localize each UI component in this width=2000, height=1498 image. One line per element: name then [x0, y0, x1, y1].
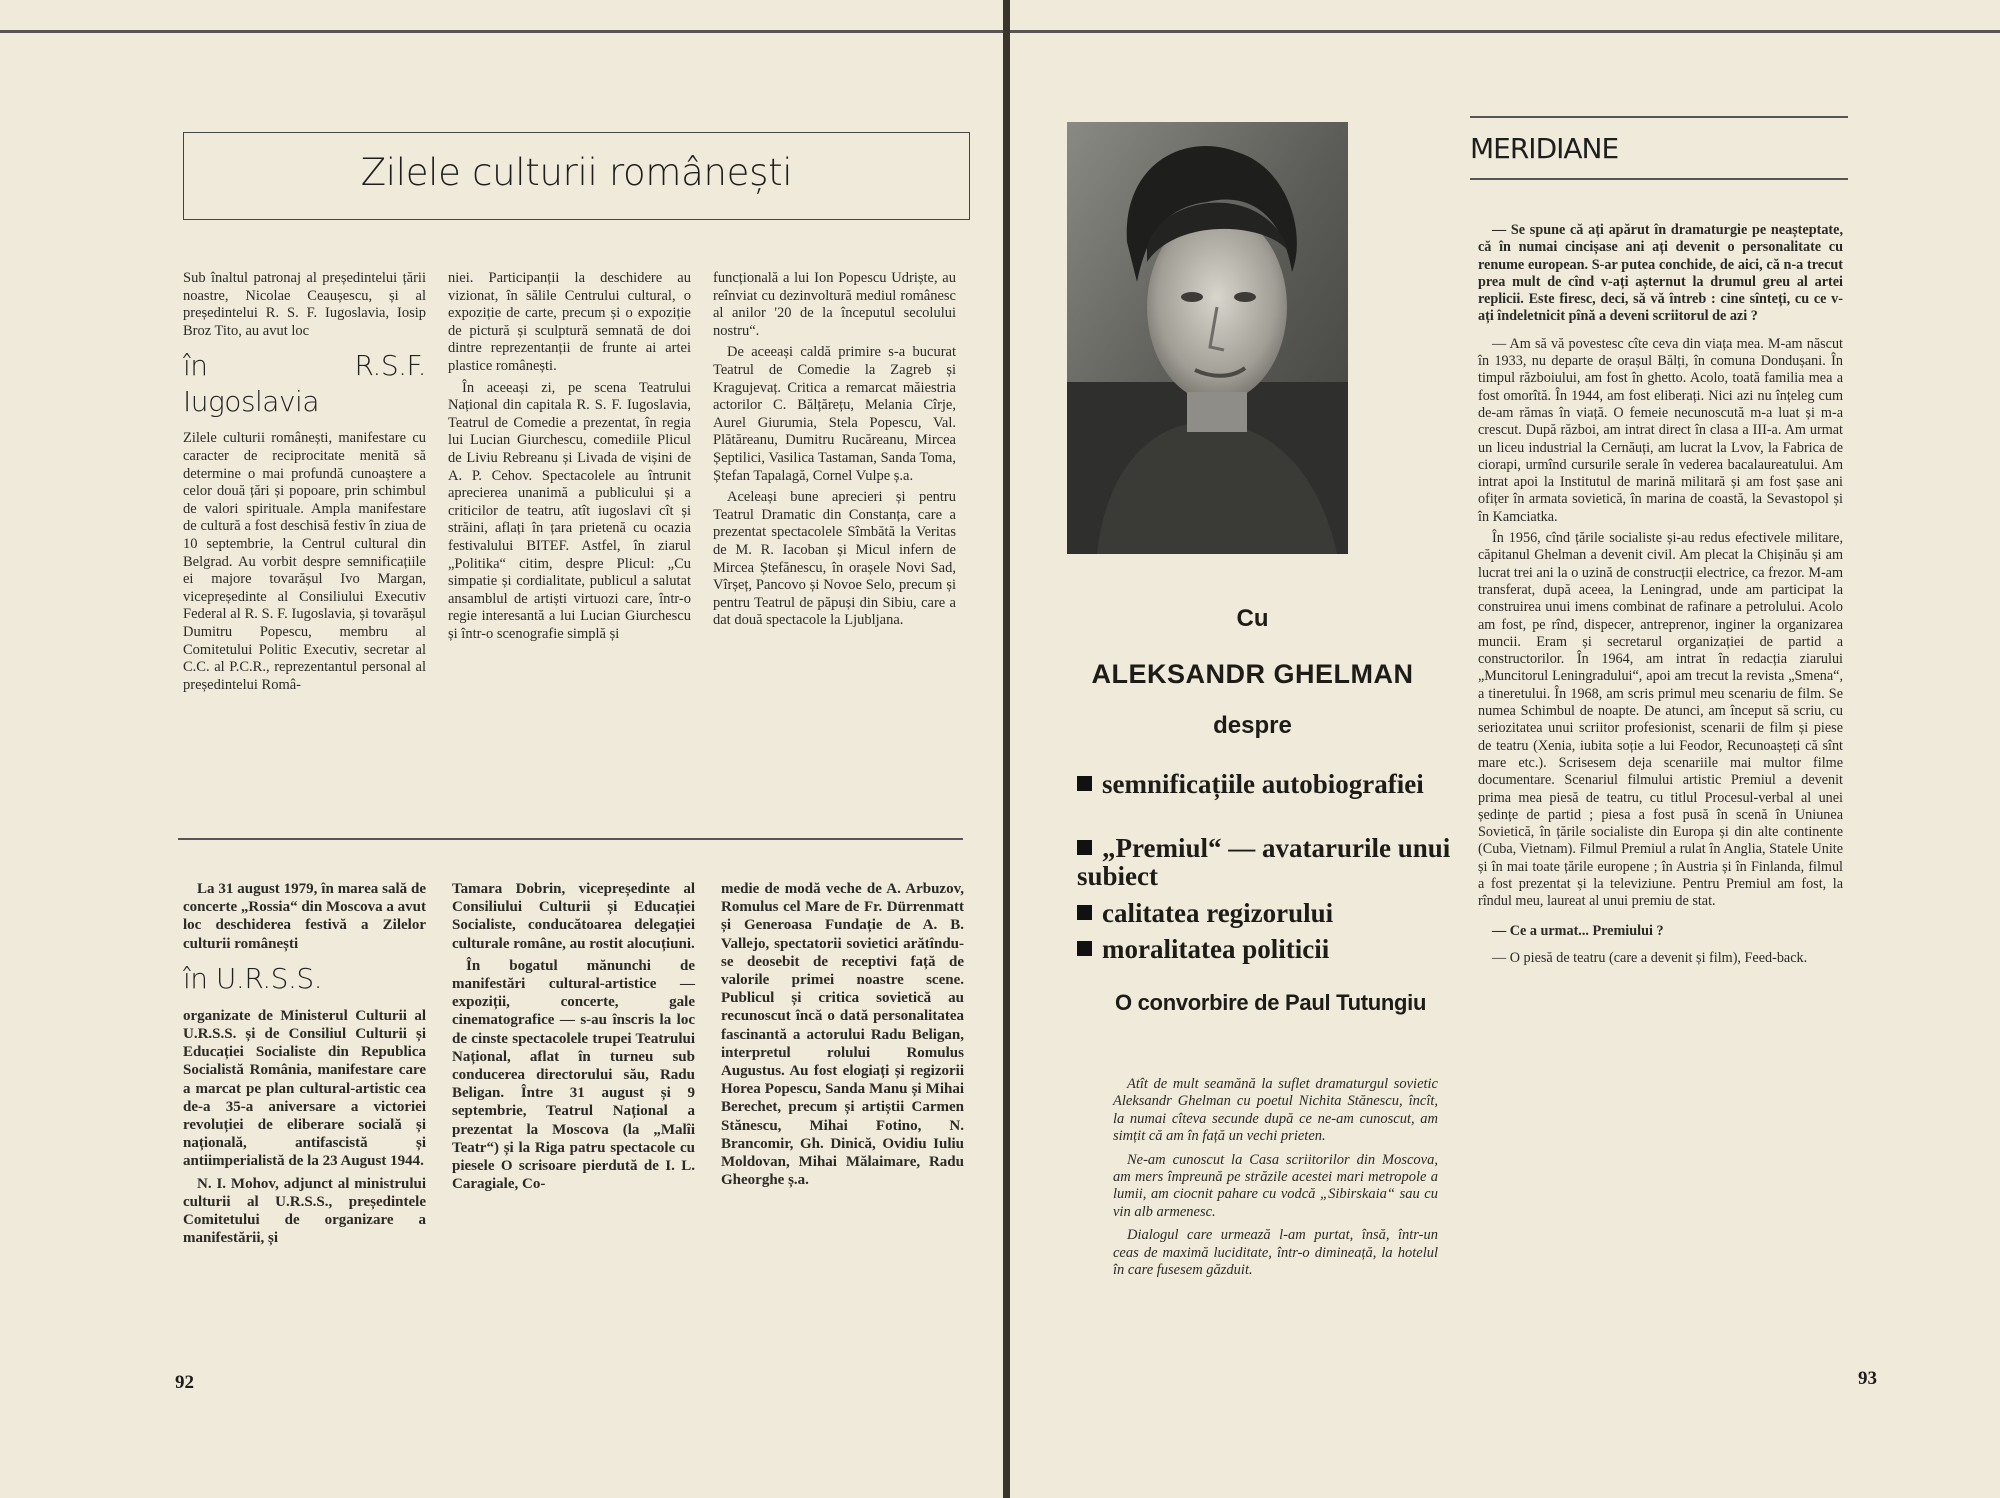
topic-text: calitatea regizorului: [1102, 898, 1334, 928]
question: — Se spune că ați apărut în dramaturgie pe neașteptate, că în numai cincișase ani ați devenit o personalitate cu renume european. S-ar putea conchide, de aici, că n-a trecut prea mult de cînd v-ați așternut la drumul greu al artei replicii. Este firesc, deci, să vă întreb : cine sînteți, cu ce v-ați îndeletnicit pînă a deveni scriitorul de azi ?: [1478, 222, 1843, 325]
paragraph: La 31 august 1979, în marea sală de concerte „Rossia“ din Moscova a avut loc deschiderea festivă a Zilelor culturii românești: [183, 881, 426, 952]
question: — Ce a urmat... Premiului ?: [1492, 922, 1664, 939]
square-bullet-icon: [1077, 941, 1092, 956]
topic-item: [1077, 899, 1487, 927]
paragraph: Tamara Dobrin, vicepreședinte al Consiliului Culturii și Educației Socialiste, conducătoarea delegației culturale române, au rostit alocuțiuni.: [452, 881, 695, 952]
interview-heading: [1075, 605, 1430, 740]
intro-paragraph: Atît de mult seamănă la suflet dramaturgul sovietic Aleksandr Ghelman cu poetul Nichita Stănescu, încît, la numai cîteva secunde după ce ne-am cunoscut, am simțit că am în față un vechi prieten.: [1113, 1076, 1438, 1145]
ro-ussr-column-3: [721, 880, 964, 1193]
byline: O convorbire de Paul Tutungiu: [1115, 990, 1427, 1015]
author-portrait-photo: [1067, 122, 1348, 554]
square-bullet-icon: [1077, 840, 1092, 855]
interviewee-name: ALEKSANDR GHELMAN: [1091, 659, 1414, 689]
topic-text: „Premiul“ — avatarurile unui subiect: [1077, 833, 1451, 891]
paragraph: Zilele culturii românești, manifestare cu caracter de reciprocitate menită să determine o mai profundă cunoaștere a celor două țări și popoare, prin schimbul de valori spirituale. Ampla manifestare de cultură a fost deschisă festiv în ziua de 10 septembrie, la Centrul cultural din Belgrad. Au vorbit despre semnificațiile ei majore tovarășul Ivo Margan, vicepreședinte al Consiliului Executiv Federal al R. S. F. Iugoslavia, și tovarășul Dumitru Popescu, membru al Comitetului Politic Executiv, secretar al C.C. al P.C.R., reprezentantul personal al președintelui Româ-: [183, 430, 426, 693]
paragraph: niei. Participanții la deschidere au vizionat, în sălile Centrului cultural, o expoziție de carte, precum și o expoziție de pictură și sculptură semnată de doi dintre reprezentanții de frunte ai artei plastice românești.: [448, 270, 691, 374]
intro-paragraph: Ne-am cunoscut la Casa scriitorilor din Moscova, am mers împreună pe străzile acestei mari metropole a lumii, am ciocnit pahare cu vodcă „Sibirskaia“ sau cu vin alb armenesc.: [1113, 1151, 1438, 1220]
ro-yu-column-1: [183, 270, 426, 698]
topic-item: [1077, 935, 1487, 963]
ro-yu-column-2: [448, 270, 691, 647]
intro-paragraph: Dialogul care urmează l-am purtat, însă, într-un ceas de maximă luciditate, într-o dimineață, la hotelul în care fusesem găzduit.: [1113, 1227, 1438, 1279]
portrait-image: [1067, 122, 1348, 554]
paragraph: medie de modă veche de A. Arbuzov, Romulus cel Mare de Fr. Dürrenmatt și Generoasa Fundație de A. B. Vallejo, spectatorii sovietici arătîndu-se deosebit de receptivi față de valorile primei noastre scene. Publicul și critica sovietică au recunoscut încă o dată personalitatea fascinantă a actorului Radu Beligan, interpretul rolului Romulus Augustus. Au fost elogiați și regizorii Horea Popescu, Sanda Manu și Mihai Berechet, precum și artiștii Carmen Stănescu, Mihai Fotino, N. Brancomir, Gh. Dinică, Ovidiu Iuliu Moldovan, Mihai Mălaimare, Radu Gheorghe ș.a.: [721, 881, 964, 1189]
page-number-right: 93: [1858, 1368, 1877, 1389]
answer-paragraph: — O piesă de teatru (care a devenit și film), Feed-back.: [1492, 949, 1808, 966]
book-gutter: [1003, 0, 1010, 1498]
answer-paragraph: — Am să vă povestesc cîte ceva din viața mea. M-am născut în 1933, nu departe de orașul Bălți, în comuna Dondușani. În timpul războiului, am fost în ghetto. Acolo, toată familia mea a fost omorîtă. În 1944, am fost eliberați. Nici azi nu înțeleg cum de-am rămas în viață. O femeie necunoscută m-a luat și m-a crescut. După război, am intrat direct în clasa a III-a. Am urmat un liceu industrial la Cernăuți, am lucrat la Lvov, la Fabrica de ciorapi, urmînd cursurile serale în vederea bacalaureatului. Am intrat apoi la Institutul de marină militară și am fost șase ani ofițer în armata sovietică, în marina de coastă, la Sevastopol și în Kamciatka.: [1478, 335, 1843, 525]
left-top-rule: [0, 30, 1003, 33]
paragraph: funcțională a lui Ion Popescu Udriște, au reînviat cu dezinvoltură mediul românesc al anilor '20 de la începutul secolului nostru“.: [713, 270, 956, 339]
ro-ussr-column-1: [183, 880, 426, 1251]
section-label-meridiane: MERIDIANE: [1470, 132, 1619, 165]
subheading-yugoslavia: în R.S.F. Iugoslavia: [183, 349, 426, 419]
paragraph: Aceleași bune aprecieri și pentru Teatrul Dramatic din Constanța, care a prezentat spectacolele Sîmbătă la Veritas de M. R. Iacoban și Micul infern de Mircea Ștefănescu, în orașele Novi Sad, Vîrșeț, Pancovo și Novoe Selo, precum și pentru Teatrul de păpuși din Sibiu, care a dat două spectacole la Ljubljana.: [713, 489, 956, 629]
meridiane-top-rule: [1470, 116, 1848, 118]
paragraph: organizate de Ministerul Culturii al U.R.S.S. și de Consiliul Culturii și Educației Socialiste din Republica Socialistă România, manifestare care a marcat pe plan cultural-artistic cea de-a 35-a aniversare a victoriei revoluției de eliberare socială și națională, antifascistă și antiimperialistă de la 23 August 1944.: [183, 1007, 426, 1170]
right-top-rule: [1010, 30, 2000, 33]
square-bullet-icon: [1077, 776, 1092, 791]
title-box: [183, 132, 970, 220]
heading-cu: Cu: [1236, 605, 1269, 632]
paragraph: Sub înaltul patronaj al președintelui țării noastre, Nicolae Ceaușescu, și al președintelui R. S. F. Iugoslavia, Iosip Broz Tito, au avut loc: [183, 270, 426, 339]
topic-item: [1077, 834, 1487, 890]
paragraph: În bogatul mănunchi de manifestări cultural-artistice — expoziții, concerte, gale cinematografice — s-au înscris la loc de cinste spectacolele trupei Teatrului Național, aflat în turneu sub conducerea directorului său, Radu Beligan. Între 31 august și 9 septembrie, Teatrul Național a prezentat la Moscova (la „Malîi Teatr“) și la Riga patru spectacole cu piesele O scrisoare pierdută de I. L. Caragiale, Co-: [452, 957, 695, 1193]
ro-ussr-column-2: [452, 880, 695, 1197]
paragraph: De aceeași caldă primire s-a bucurat Teatrul de Comedie la Zagreb și Kragujevaț. Critica a remarcat măiestria actorilor C. Bălțărețu, Melania Cîrje, Aurel Giurumia, Stela Popescu, Val. Plătăreanu, Dumitru Rucăreanu, Mircea Șeptilici, Vasilica Tastaman, Sanda Toma, Ștefan Tapalagă, Cornel Vulpe ș.a.: [713, 344, 956, 484]
topic-text: semnificațiile autobiografiei: [1102, 769, 1424, 799]
page-number-left: 92: [175, 1372, 194, 1393]
topic-text: moralitatea politicii: [1102, 934, 1330, 964]
article-title: Zilele culturii românești: [360, 151, 793, 194]
interview-intro: [1113, 1076, 1438, 1285]
ro-yu-column-3: [713, 270, 956, 634]
answer-paragraph: În 1956, cînd țările socialiste și-au redus efectivele militare, căpitanul Ghelman a devenit civil. Am plecat la Chișinău și am lucrat trei ani la o uzină de construcții electrice, ca frezor. M-am transferat, după aceea, la Leningrad, unde am participat la construirea unui imens combinat de rafinare a petrolului. Acolo am fost, pe rînd, dispecer, antreprenor, inginer la organizarea muncii. Eram și secretarul organizației de partid a constructorilor. În 1964, am intrat în redacția ziarului „Muncitorul Leningradului“, apoi am trecut la revista „Smena“, a tineretului. În 1968, am scris primul meu scenariu de film. Se numea Schimbul de noapte. De atunci, am început să scriu, cu seriozitatea unui scriitor profesionist, scenarii de film și piese de teatru (Xenia, iubita soție a lui Feodor, Recunoașteți că sînt mare etc.). Scrisesem deja scenariile mai multor filme documentare. Scenariul filmului artistic Premiul a devenit prima mea piesă de teatru, cu titlul Procesul-verbal al unei ședințe de partid ; piesa a fost pusă în scenă în Uniunea Sovietică, în țările socialiste din Europa și din alte continente (Cuba, Vietnam). Filmul Premiul a rulat în Anglia, Statele Unite și în mai toate țările europene ; în Austria și în Finlanda, filmul a fost prezentat și la televiziune. Pentru Premiul am fost, la rîndul meu, laureat al unui premiu de stat.: [1478, 530, 1843, 910]
heading-despre: despre: [1213, 712, 1292, 739]
paragraph: În aceeași zi, pe scena Teatrului Național din capitala R. S. F. Iugoslavia, Teatrul de Comedie a prezentat, în regia lui Lucian Giurchescu, comediile Plicul de Liviu Rebreanu și Livada de vișini de A. P. Cehov. Spectacolele au întrunit aprecierea unanimă a publicului și a criticilor de teatru, atît iugoslavi cît și străini, aflați în țara prietenă cu ocazia festivalului BITEF. Astfel, în ziarul „Politika“ citim, despre Plicul: „Cu simpatie și cordialitate, publicul a salutat ansamblul de artiști virtuozi care, într-o regie interesantă a lui Lucian Giurchescu și într-o scenografie simplă și: [448, 379, 691, 642]
paragraph: N. I. Mohov, adjunct al ministrului culturii al U.R.S.S., președintele Comitetului de organizare a manifestării, și: [183, 1175, 426, 1247]
topic-item: [1077, 770, 1487, 798]
square-bullet-icon: [1077, 905, 1092, 920]
meridiane-bottom-rule: [1470, 178, 1848, 180]
subheading-ussr: în U.R.S.S.: [183, 961, 323, 995]
section-divider: [178, 838, 963, 840]
interview-column: [1478, 222, 1843, 971]
